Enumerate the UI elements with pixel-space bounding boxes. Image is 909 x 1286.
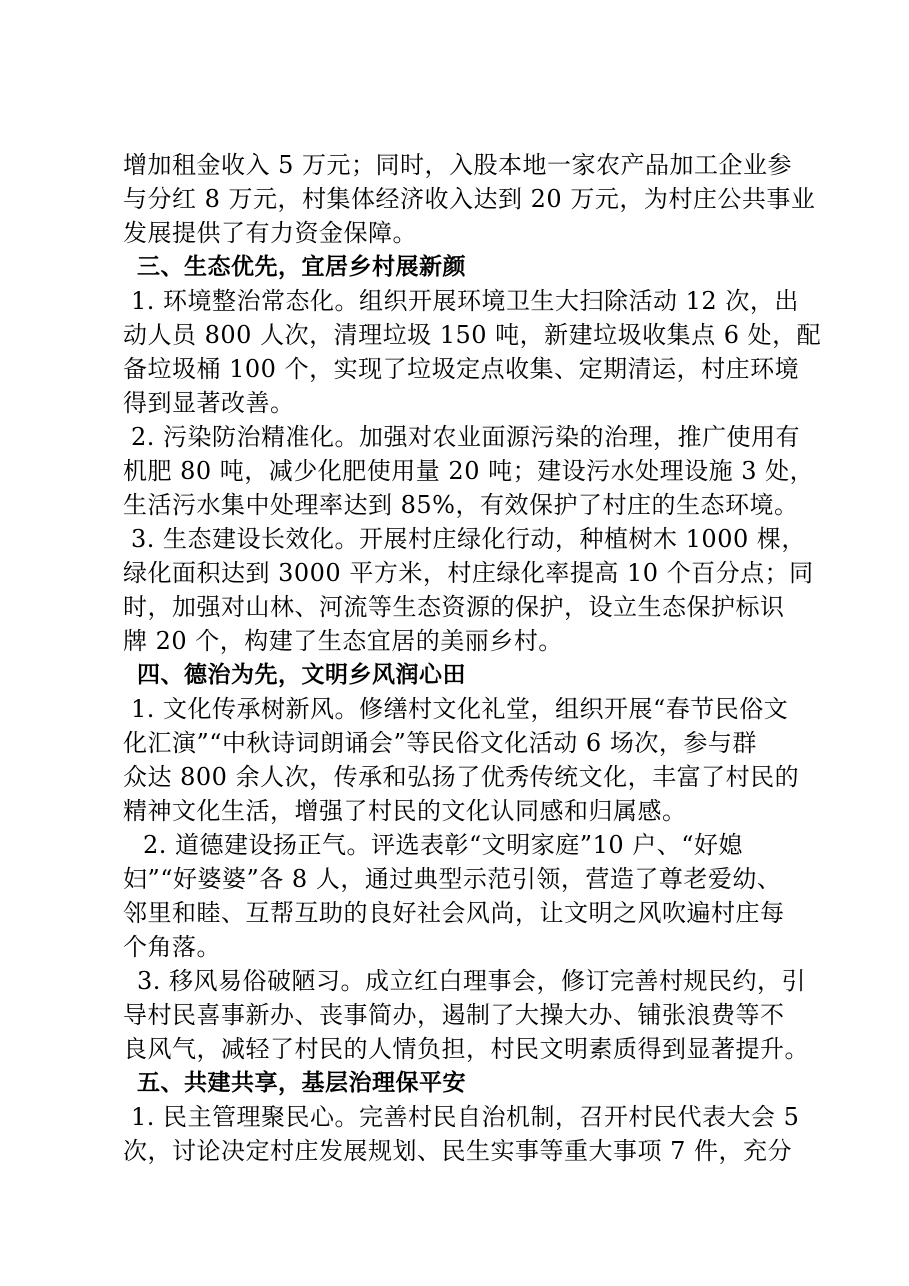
text-line: 与分红 8 万元，村集体经济收入达到 20 万元，为村庄公共事业 (123, 185, 816, 213)
text-line: 动人员 800 人次，清理垃圾 150 吨，新建垃圾收集点 6 处，配 (123, 321, 822, 349)
text-line: 牌 20 个，构建了生态宜居的美丽乡村。 (123, 627, 563, 655)
text-line: 个角落。 (123, 933, 221, 961)
text-line: 增加租金收入 5 万元；同时，入股本地一家农产品加工企业参 (123, 151, 793, 179)
text-line: 3. 移风易俗破陋习。成立红白理事会，修订完善村规民约，引 (137, 967, 807, 995)
text-line: 时，加强对山林、河流等生态资源的保护，设立生态保护标识 (123, 593, 785, 621)
text-line: 2. 道德建设扬正气。评选表彰“文明家庭”10 户、“好媳 (143, 831, 744, 859)
text-line: 2. 污染防治精准化。加强对农业面源污染的治理，推广使用有 (131, 423, 801, 451)
section-heading: 四、德治为先，文明乡风润心田 (137, 662, 466, 688)
text-line: 绿化面积达到 3000 平方米，村庄绿化率提高 10 个百分点；同 (123, 559, 814, 587)
section-heading: 五、共建共享，基层治理保平安 (137, 1070, 466, 1096)
text-line: 生活污水集中处理率达到 85%，有效保护了村庄的生态环境。 (123, 491, 799, 519)
text-line: 妇”“好婆婆”各 8 人，通过典型示范引领，营造了尊老爱幼、 (123, 865, 782, 893)
text-line: 导村民喜事新办、丧事简办，遏制了大操大办、铺张浪费等不 (123, 1001, 785, 1029)
section-heading: 三、生态优先，宜居乡村展新颜 (137, 254, 466, 280)
text-line: 精神文化生活，增强了村民的文化认同感和归属感。 (123, 797, 687, 825)
text-line: 1. 环境整治常态化。组织开展环境卫生大扫除活动 12 次，出 (131, 287, 799, 315)
text-line: 化汇演”“中秋诗词朗诵会”等民俗文化活动 6 场次，参与群 (123, 729, 757, 757)
text-line: 良风气，减轻了村民的人情负担，村民文明素质得到显著提升。 (123, 1035, 809, 1063)
text-line: 3. 生态建设长效化。开展村庄绿化行动，种植树木 1000 棵， (131, 525, 806, 553)
text-line: 邻里和睦、互帮互助的良好社会风尚，让文明之风吹遍村庄每 (123, 899, 785, 927)
text-line: 众达 800 余人次，传承和弘扬了优秀传统文化，丰富了村民的 (123, 763, 800, 791)
text-line: 得到显著改善。 (123, 389, 295, 417)
text-line: 1. 民主管理聚民心。完善村民自治机制，召开村民代表大会 5 (131, 1103, 800, 1131)
text-line: 次，讨论决定村庄发展规划、民生实事等重大事项 7 件，充分 (123, 1137, 793, 1165)
text-line: 备垃圾桶 100 个，实现了垃圾定点收集、定期清运，村庄环境 (123, 355, 800, 383)
document-body (123, 148, 822, 1168)
text-line: 发展提供了有力资金保障。 (123, 219, 417, 247)
text-line: 1. 文化传承树新风。修缮村文化礼堂，组织开展“春节民俗文 (131, 695, 789, 723)
text-line: 机肥 80 吨，减少化肥使用量 20 吨；建设污水处理设施 3 处， (123, 457, 815, 485)
